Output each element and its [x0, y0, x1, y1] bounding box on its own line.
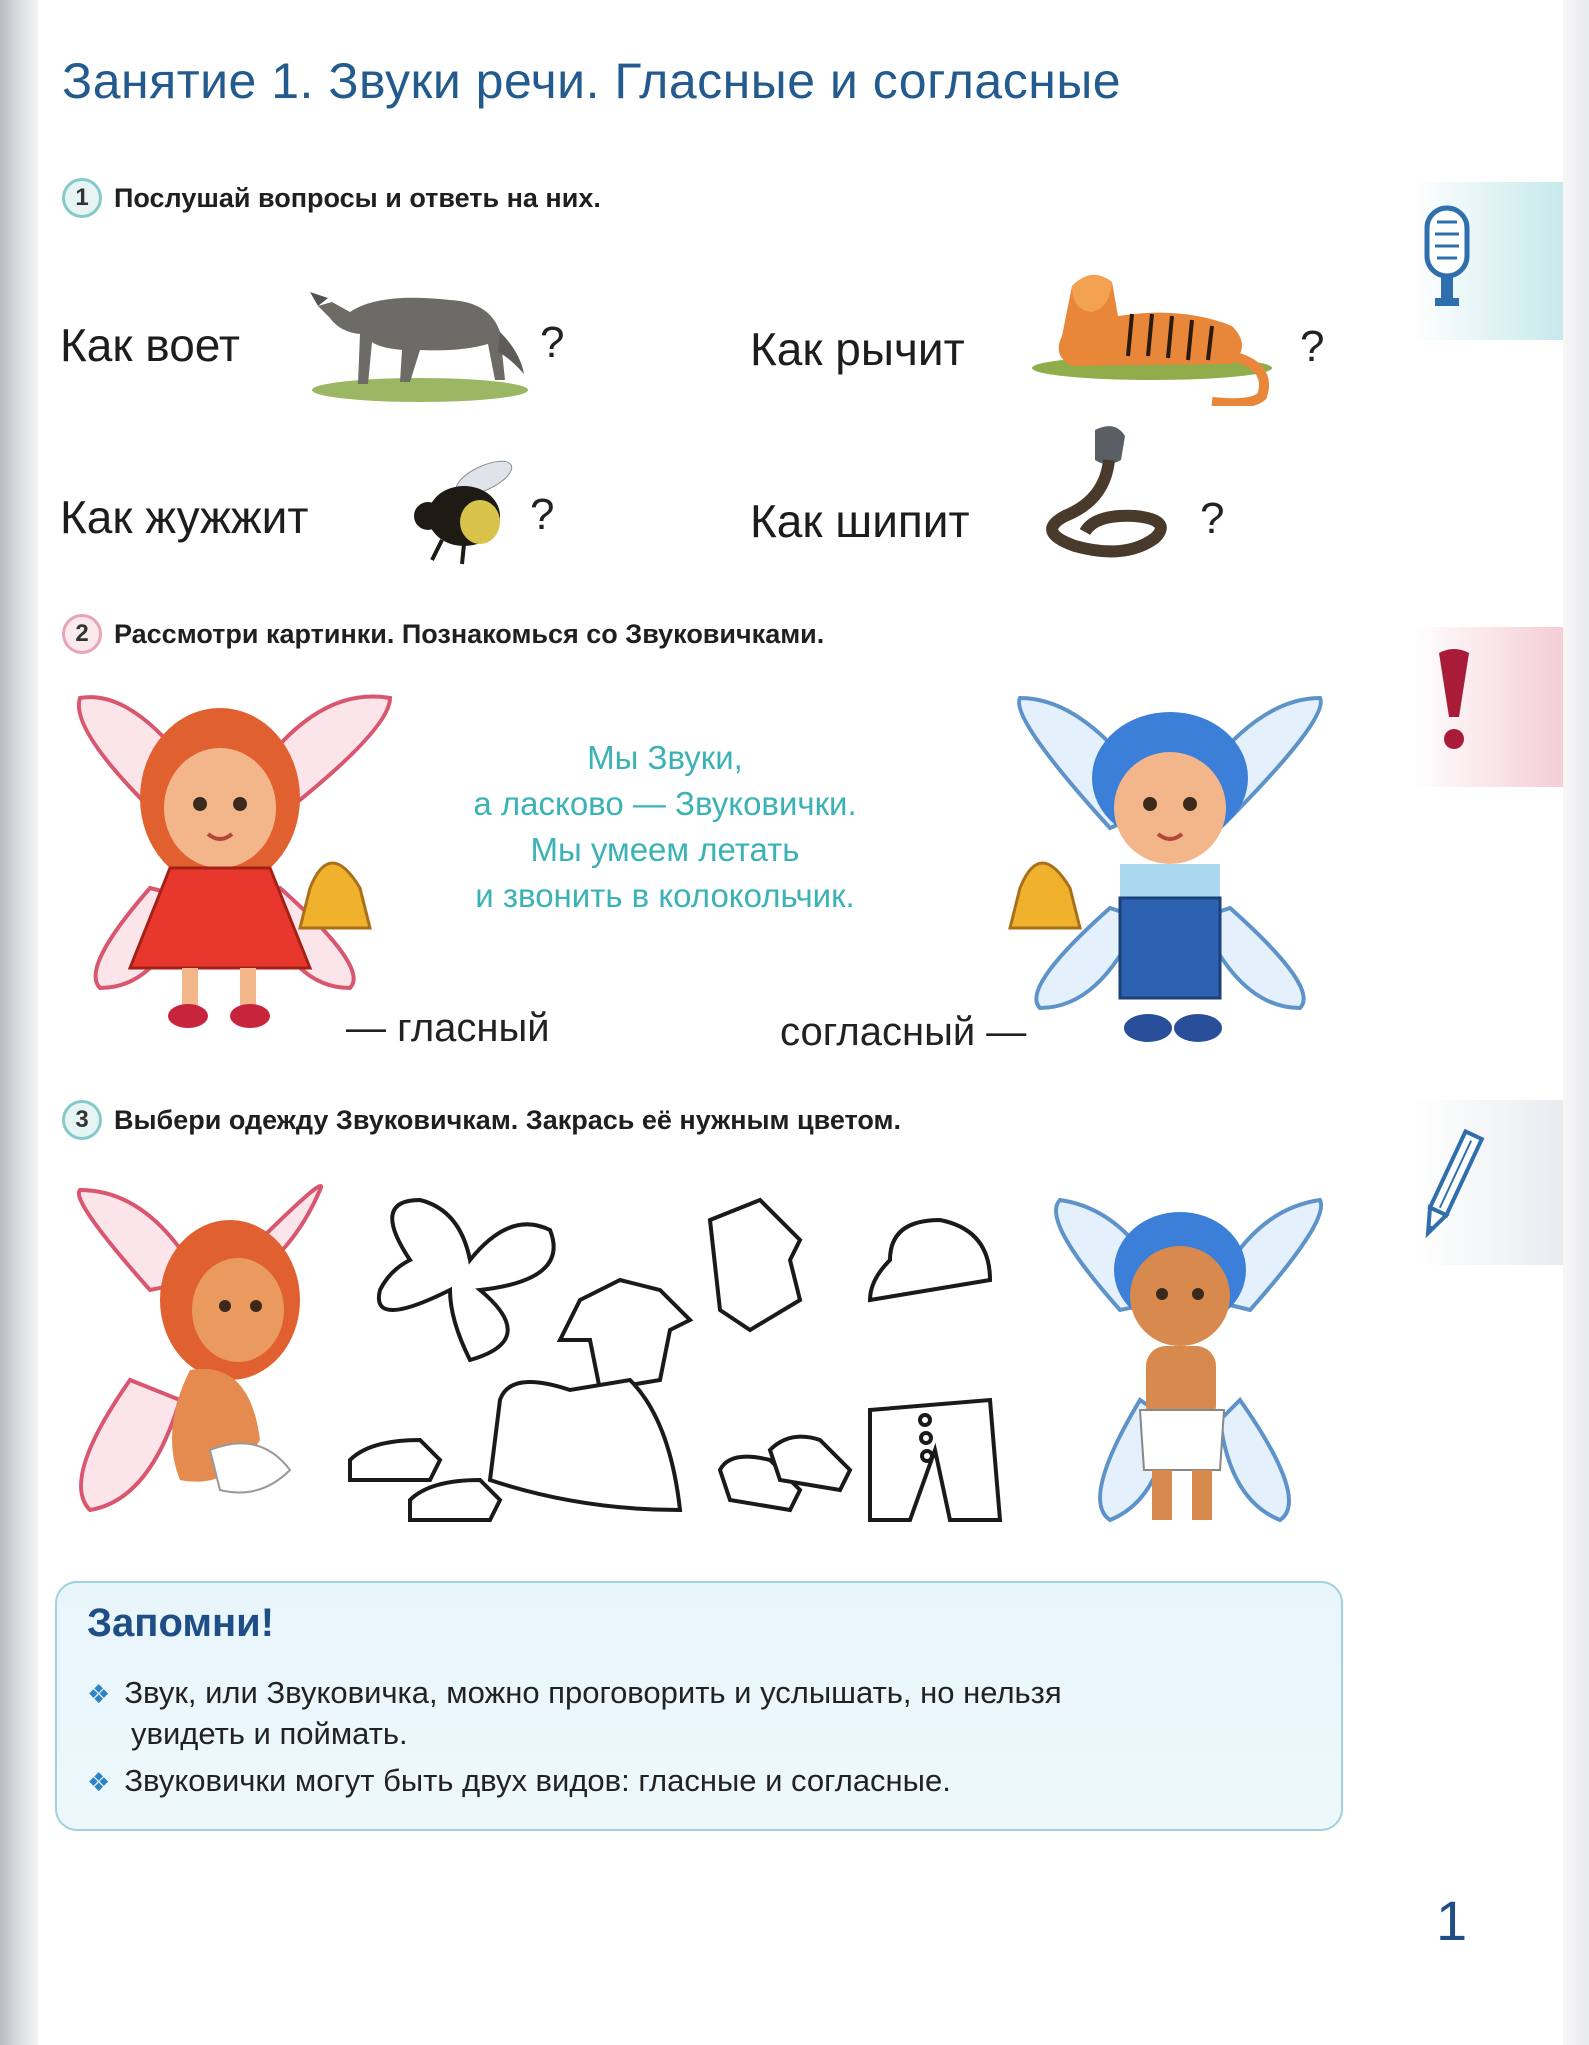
undressed-fairy-girl: [60, 1180, 330, 1540]
cap-outline: [870, 1220, 990, 1300]
question-snake: Как шипит: [750, 495, 970, 547]
vowel-fairy-girl: [60, 688, 410, 1048]
tshirt-outline: [710, 1200, 800, 1330]
side-tab-attention: [1413, 627, 1563, 787]
task-2-instruction: 2 Рассмотри картинки. Познакомься со Звуковичками.: [62, 614, 824, 654]
bullet-diamond-icon: ❖: [87, 1679, 111, 1709]
girl-shoe-outline: [770, 1437, 850, 1490]
question-bee: Как жужжит: [60, 491, 309, 543]
microphone-icon: [1415, 204, 1485, 324]
pencil-icon: [1415, 1126, 1485, 1246]
question-wolf: Как воет: [60, 319, 240, 371]
boy-shoe-outline: [350, 1440, 440, 1480]
question-mark: ?: [1300, 322, 1325, 371]
task-number: 2: [62, 614, 102, 654]
poem-line: а ласково — Звуковички.: [473, 785, 857, 822]
remember-box: [55, 1581, 1343, 1831]
page-edge: [1563, 0, 1589, 2045]
book-spine-shadow: [0, 0, 38, 2045]
page-title: Занятие 1. Звуки речи. Гласные и согласные: [62, 53, 1122, 109]
remember-bullet: ❖ Звуковички могут быть двух видов: гласные и согласные.: [87, 1763, 951, 1798]
question-tiger: Как рычит: [750, 323, 965, 375]
tiger-illustration: [1032, 256, 1282, 406]
snake-illustration: [1035, 420, 1175, 570]
task-number: 3: [62, 1100, 102, 1140]
question-mark: ?: [540, 318, 565, 367]
task-1-instruction: 1 Послушай вопросы и ответь на них.: [62, 178, 601, 218]
poem-line: Мы Звуки,: [587, 739, 743, 776]
wolf-illustration: [310, 262, 530, 402]
consonant-fairy-boy: [1000, 688, 1340, 1060]
skirt-outline: [490, 1380, 680, 1510]
vowel-label: — гласный: [346, 1006, 550, 1050]
remember-bullet: ❖ Звук, или Звуковичка, можно проговорить и услышать, но нельзя увидеть и поймать.: [87, 1675, 1062, 1751]
remember-title: Запомни!: [87, 1601, 275, 1645]
question-mark: ?: [530, 490, 555, 539]
bow-outline: [379, 1200, 554, 1360]
shorts-outline: [870, 1400, 1000, 1520]
fairy-poem: [400, 735, 930, 919]
poem-line: и звонить в колокольчик.: [475, 877, 855, 914]
undressed-fairy-boy: [1040, 1180, 1340, 1540]
bee-illustration: [402, 456, 518, 566]
boy-shoe-outline: [410, 1480, 500, 1520]
clothing-outlines: [330, 1180, 1030, 1540]
task-number: 1: [62, 178, 102, 218]
side-tab-listen: [1413, 182, 1563, 340]
bullet-diamond-icon: ❖: [87, 1767, 111, 1797]
exclamation-icon: [1429, 647, 1479, 757]
poem-line: Мы умеем летать: [530, 831, 800, 868]
consonant-label: согласный —: [780, 1010, 1027, 1054]
question-mark: ?: [1200, 494, 1225, 543]
blouse-outline: [560, 1280, 690, 1390]
task-3-instruction: 3 Выбери одежду Звуковичкам. Закрась её нужным цветом.: [62, 1100, 901, 1140]
page-number: 1: [1436, 1889, 1468, 1952]
side-tab-write: [1413, 1100, 1563, 1265]
